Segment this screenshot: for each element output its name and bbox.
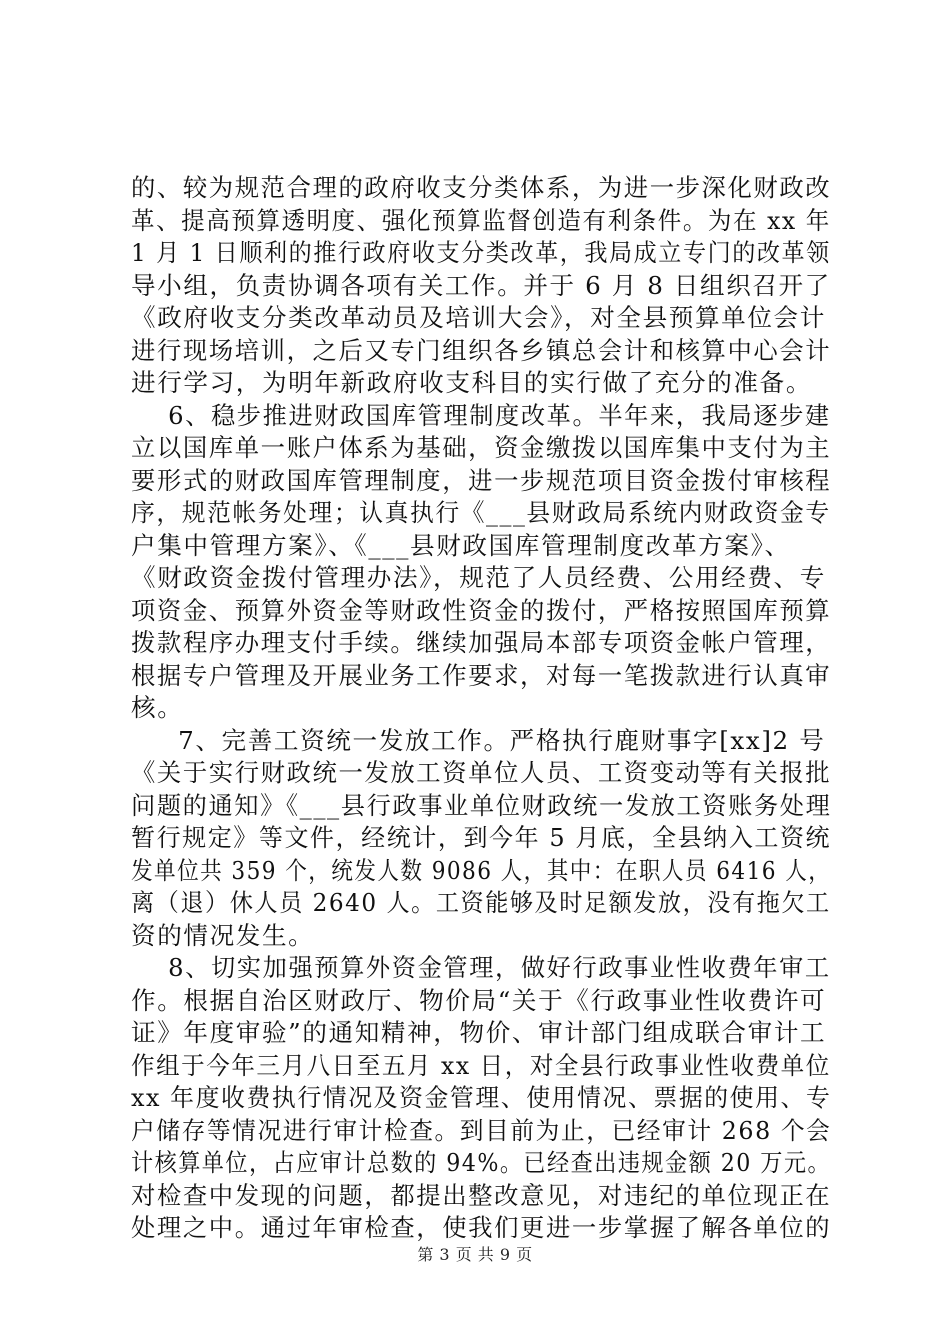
text-line: 进行现场培训，之后又专门组织各乡镇总会计和核算中心会计 xyxy=(131,335,832,365)
text-line: 处理之中。通过年审检查，使我们更进一步掌握了解各单位的 xyxy=(131,1213,832,1242)
text-line: 《财政资金拨付管理办法》，规范了人员经费、公用经费、专 xyxy=(131,563,826,592)
text-line: 问题的通知》《___县行政事业单位财政统一发放工资账务处理 xyxy=(131,790,832,820)
text-line: 作。根据自治区财政厅、物价局“关于《行政事业性收费许可 xyxy=(131,985,827,1015)
text-line: 导小组，负责协调各项有关工作。并于 6 月 8 日组织召开了 xyxy=(131,270,831,300)
text-line: 进行学习，为明年新政府收支科目的实行做了充分的准备。 xyxy=(131,368,813,397)
text-line: 的、较为规范合理的政府收支分类体系，为进一步深化财政改 xyxy=(131,173,832,202)
text-line: 拨款程序办理支付手续。继续加强局本部专项资金帐户管理， xyxy=(131,628,832,657)
text-line: 1 月 1 日顺利的推行政府收支分类改革，我局成立专门的改革领 xyxy=(131,238,831,267)
text-line: 《政府收支分类改革动员及培训大会》，对全县预算单位会计 xyxy=(131,303,826,332)
text-line: 项资金、预算外资金等财政性资金的拨付，严格按照国库预算 xyxy=(131,595,832,625)
text-line: 立以国库单一账户体系为基础，资金缴拨以国库集中支付为主 xyxy=(131,433,832,462)
text-line: 核。 xyxy=(131,693,184,722)
text-line: xx 年度收费执行情况及资金管理、使用情况、票据的使用、专 xyxy=(131,1083,832,1112)
text-line: 序，规范帐务处理；认真执行《___县财政局系统内财政资金专 xyxy=(131,498,831,527)
text-line: 计核算单位，占应审计总数的 94%。已经查出违规金额 20 万元。 xyxy=(131,1148,832,1177)
text-line: 要形式的财政国库管理制度，进一步规范项目资金拨付审核程 xyxy=(131,465,832,495)
text-line: 对检查中发现的问题，都提出整改意见，对违纪的单位现正在 xyxy=(131,1180,832,1210)
text-line: 根据专户管理及开展业务工作要求，对每一笔拨款进行认真审 xyxy=(131,660,832,690)
text-line: 7、完善工资统一发放工作。严格执行鹿财事字[xx]2 号 xyxy=(131,725,826,755)
page-footer: 第 3 页 共 9 页 xyxy=(417,1245,533,1264)
text-line: 发单位共 359 个，统发人数 9086 人，其中：在职人员 6416 人， xyxy=(131,855,832,885)
text-line: 证》年度审验”的通知精神，物价、审计部门组成联合审计工 xyxy=(131,1018,827,1047)
text-line: 8、切实加强预算外资金管理，做好行政事业性收费年审工 xyxy=(131,953,831,982)
text-line: 6、稳步推进财政国库管理制度改革。半年来，我局逐步建 xyxy=(131,400,831,430)
text-line: 户集中管理方案》、《___县财政国库管理制度改革方案》、 xyxy=(131,530,791,560)
text-line: 资的情况发生。 xyxy=(131,920,315,950)
text-line: 《关于实行财政统一发放工资单位人员、工资变动等有关报批 xyxy=(131,758,832,787)
text-line: 离（退）休人员 2640 人。工资能够及时足额发放，没有拖欠工 xyxy=(131,888,831,917)
document-body xyxy=(131,172,831,1245)
text-line: 作组于今年三月八日至五月 xx 日，对全县行政事业性收费单位 xyxy=(131,1050,831,1080)
text-line: 暂行规定》等文件，经统计，到今年 5 月底，全县纳入工资统 xyxy=(131,823,832,852)
text-line: 户储存等情况进行审计检查。到目前为止，已经审计 268 个会 xyxy=(131,1115,832,1145)
text-line: 革、提高预算透明度、强化预算监督创造有利条件。为在 xx 年 xyxy=(131,205,831,235)
